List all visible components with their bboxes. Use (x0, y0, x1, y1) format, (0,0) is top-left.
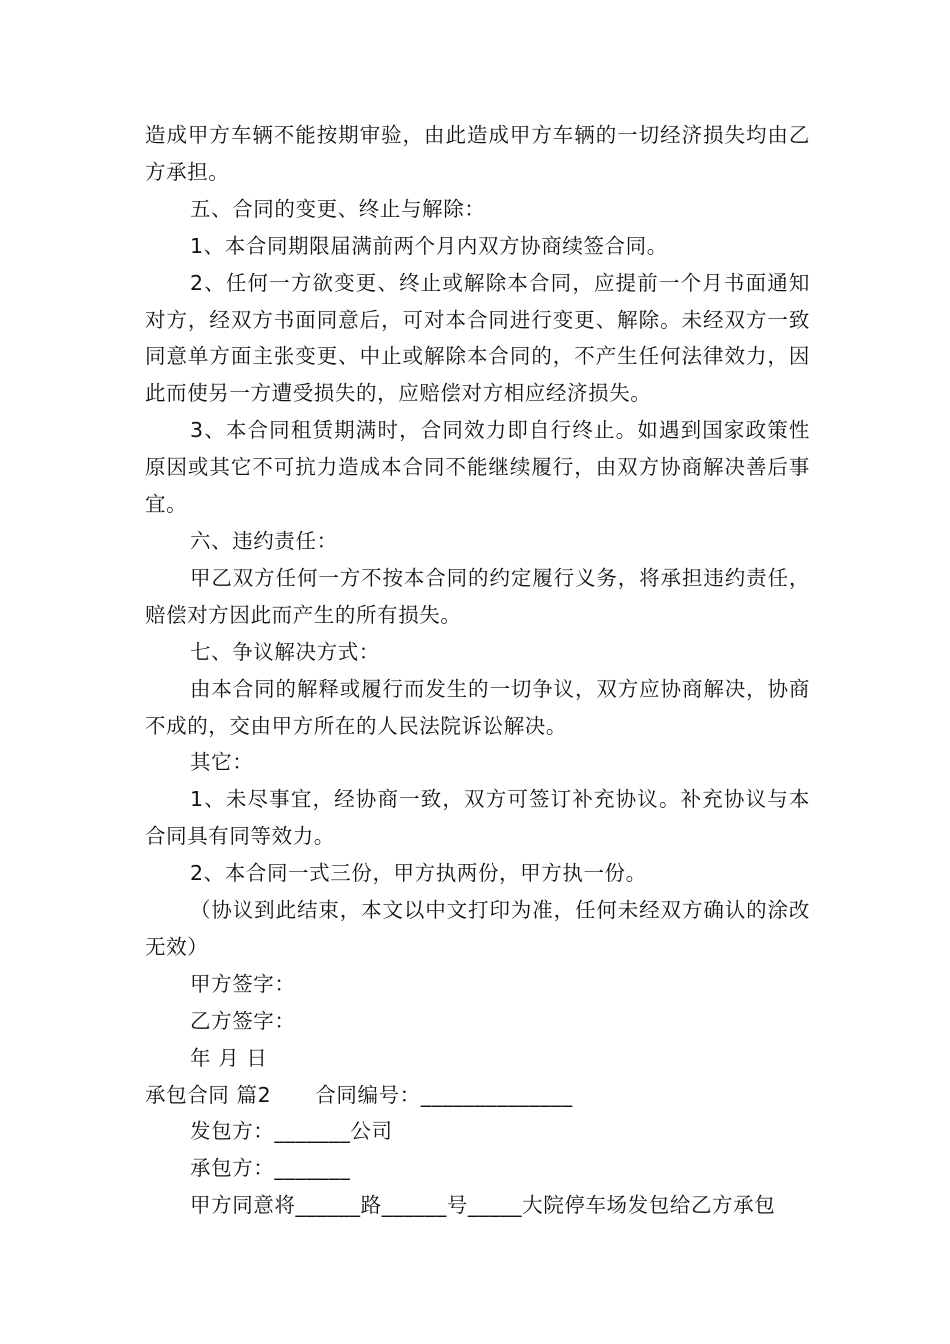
clause-renewal: 1、本合同期限届满前两个月内双方协商续签合同。 (190, 233, 668, 258)
contract2-title-line (145, 1077, 810, 1114)
contract2-number: 合同编号：______________ (315, 1082, 573, 1107)
paragraph-vehicle-loss: 造成甲方车辆不能按期审验，由此造成甲方车辆的一切经济损失均由乙方承担。 (145, 123, 810, 184)
heading-liability: 六、违约责任： (190, 528, 338, 553)
clause-lease-expiry: 3、本合同租赁期满时，合同效力即自行终止。如遇到国家政策性原因或其它不可抗力造成本合同不能继续履行，由双方协商解决善后事宜。 (145, 418, 810, 517)
signature-party-b: 乙方签字： (190, 1008, 296, 1033)
clause-supplementary: 1、未尽事宜，经协商一致，双方可签订补充协议。补充协议与本合同具有同等效力。 (145, 787, 810, 849)
contract2-parking-lot-clause: 甲方同意将______路______号_____大院停车场发包给乙方承包 (190, 1193, 776, 1218)
contract2-contractor: 承包方：_______ (190, 1156, 351, 1181)
contract2-employer: 发包方：_______公司 (190, 1119, 393, 1144)
heading-other: 其它： (190, 750, 254, 775)
clause-copies: 2、本合同一式三份，甲方执两份，甲方执一份。 (190, 861, 647, 886)
clause-dispute: 由本合同的解释或履行而发生的一切争议，双方应协商解决，协商不成的，交由甲方所在的人民法院诉讼解决。 (145, 676, 810, 738)
clause-liability: 甲乙双方任何一方不按本合同的约定履行义务，将承担违约责任，赔偿对方因此而产生的所有损失。 (145, 565, 810, 627)
clause-change-termination: 2、任何一方欲变更、终止或解除本合同，应提前一个月书面通知对方，经双方书面同意后，可对本合同进行变更、解除。未经双方一致同意单方面主张变更、中止或解除本合同的，不产生任何法律效力，因此而使另一方遭受损失的，应赔偿对方相应经济损失。 (145, 270, 810, 406)
signature-date: 年 月 日 (190, 1045, 268, 1070)
note-end-of-agreement: （协议到此结束，本文以中文打印为准，任何未经双方确认的涂改无效） (145, 898, 810, 959)
contract2-title: 承包合同 篇2 (145, 1082, 272, 1107)
document-body (145, 117, 810, 1224)
heading-contract-change: 五、合同的变更、终止与解除： (190, 196, 486, 221)
heading-dispute: 七、争议解决方式： (190, 639, 380, 664)
signature-party-a: 甲方签字： (190, 971, 296, 996)
